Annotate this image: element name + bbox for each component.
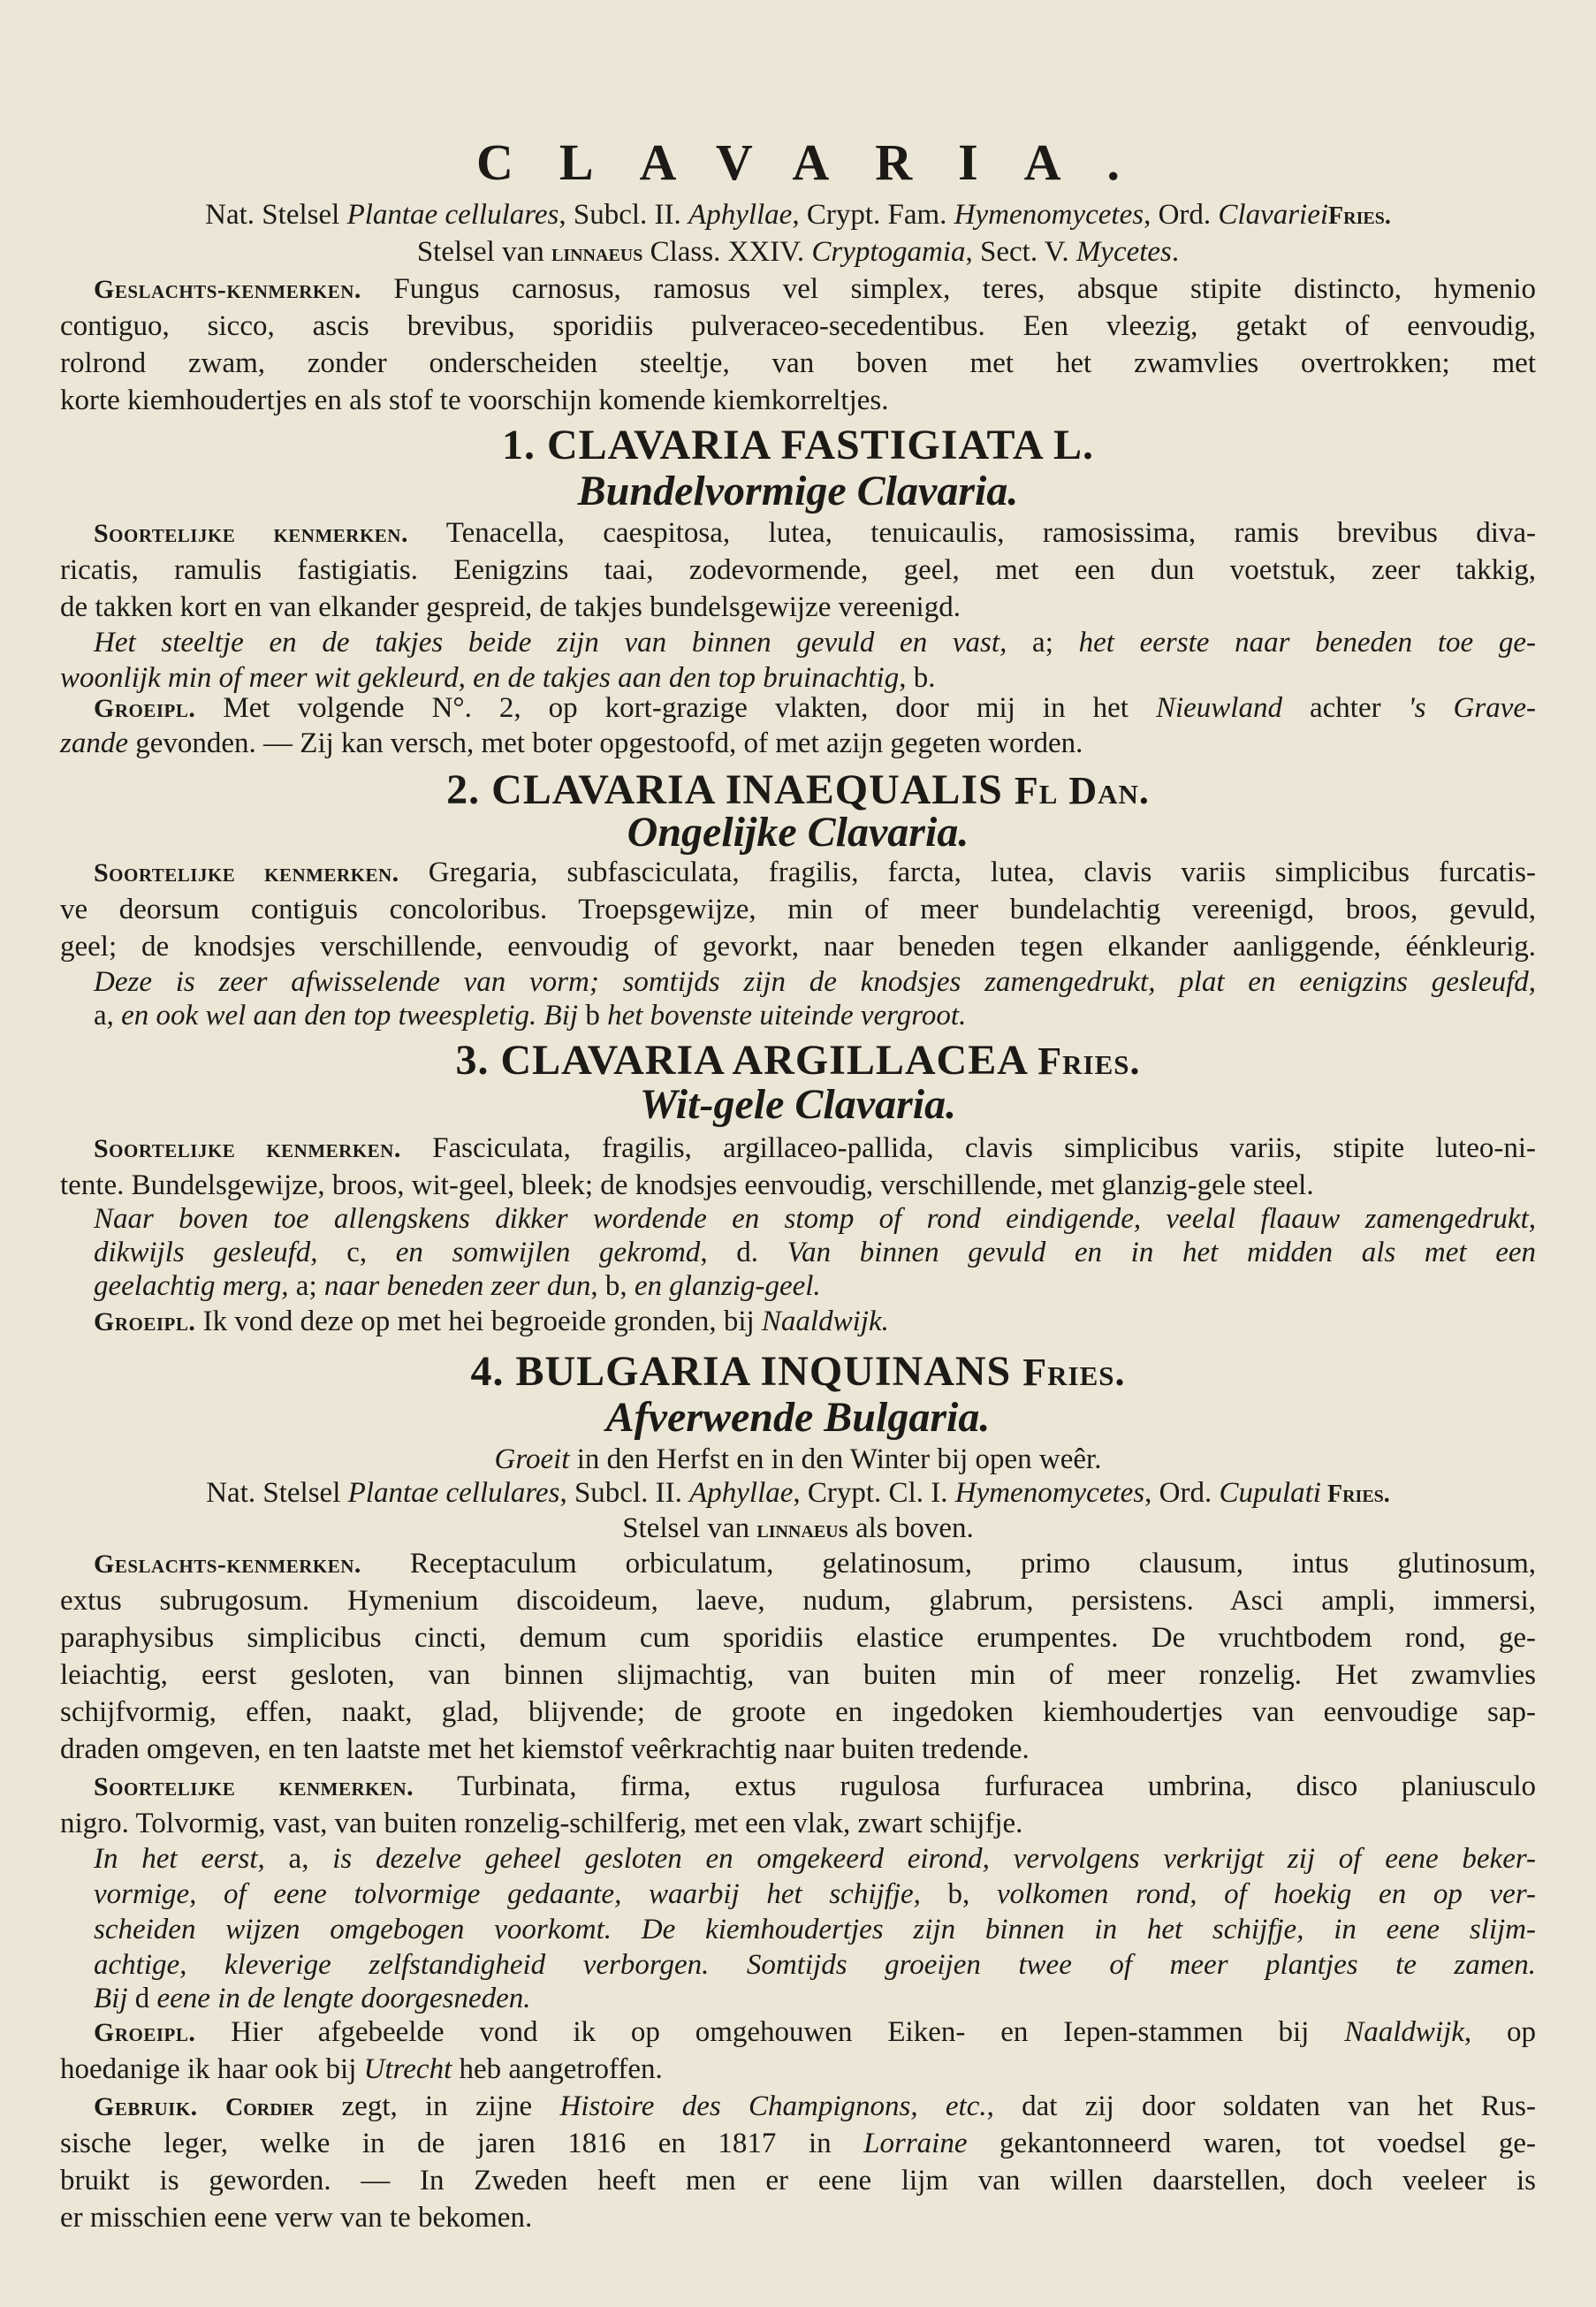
species-2-dutch-name: Ongelijke Clavaria. [627, 809, 969, 856]
species-4-use-line-4: er misschien eene verw van te bekomen. [60, 2202, 533, 2234]
species-3-characters-line: tente. Bundelsgewijze, broos, wit-geel, bleek; de knodsjes eenvoudig, verschillende, met glanzig-gele steel. [60, 1169, 1314, 1201]
species-3-habitat: Groeipl. Ik vond deze op met hei begroeide gronden, bij Naaldwijk. [94, 1306, 889, 1337]
species-4-use-line-3: bruikt is geworden. — In Zweden heeft men er eene lijm van willen daarstellen, doch veeleer is [60, 2165, 1536, 2197]
species-4-system-line-1: Nat. Stelsel Plantae cellulares, Subcl. II. Aphyllae, Crypt. Cl. I. Hymenomycetes, Ord. Cupulati Fries. [206, 1477, 1390, 1509]
species-1-habitat-line-2: zande gevonden. — Zij kan versch, met boter opgestoofd, of met azijn gegeten worden. [60, 727, 1083, 759]
species-4-dutch-name: Afverwende Bulgaria. [605, 1394, 991, 1441]
species-1-characters-line-1: Soortelijke kenmerken. Tenacella, caespitosa, lutea, tenuicaulis, ramosissima, ramis brevibus diva- [94, 517, 1536, 549]
species-1-habitat-line-1: Groeipl. Met volgende N°. 2, op kort-grazige vlakten, door mij in het Nieuwland achter 's Grave- [94, 692, 1536, 724]
system-line-2: Stelsel van linnaeus Class. XXIV. Cryptogamia, Sect. V. Mycetes. [416, 236, 1180, 268]
species-3-note-line-1: Naar boven toe allengskens dikker wordende en stomp of rond eindigende, veelal flaauw zamengedrukt, [94, 1203, 1536, 1235]
species-4-habitat-line-2: hoedanige ik haar ook bij Utrecht heb aangetroffen. [60, 2053, 663, 2085]
species-3-note-line-2: dikwijls gesleufd, c, en somwijlen gekromd, d. Van binnen gevuld en in het midden als met een [94, 1237, 1537, 1268]
species-3-characters-line-1: Soortelijke kenmerken. Fasciculata, fragilis, argillaceo-pallida, clavis simplicibus variis, stipite luteo-ni- [94, 1132, 1537, 1164]
species-4-season: Groeit in den Herfst en in den Winter bij open weêr. [494, 1443, 1102, 1475]
system-line-1: Nat. Stelsel Plantae cellulares, Subcl. II. Aphyllae, Crypt. Fam. Hymenomycetes, Ord. ClavarieiFries. [205, 199, 1391, 231]
species-4-note-line-2: vormige, of eene tolvormige gedaante, waarbij het schijfje, b, volkomen rond, of hoekig en op ver- [94, 1878, 1536, 1910]
species-4-note-line-4: achtige, kleverige zelfstandigheid verborgen. Somtijds groeijen twee of meer plantjes te zamen. [94, 1949, 1536, 1981]
species-2-characters-line: geel; de knodsjes verschillende, eenvoudig of gevorkt, naar beneden tegen elkander aanliggende, éénkleurig. [60, 931, 1536, 963]
species-4-note-line-1: In het eerst, a, is dezelve geheel gesloten en omgekeerd eirond, vervolgens verkrijgt zij of eene beker- [94, 1843, 1537, 1875]
species-4-genus-line: paraphysibus simplicibus cincti, demum cum sporidiis elastice erumpentes. De vruchtbodem rond, ge- [60, 1622, 1536, 1654]
species-1-note-line-1: Het steeltje en de takjes beide zijn van binnen gevuld en vast, a; het eerste naar beneden toe ge- [94, 627, 1536, 659]
species-4-habitat-line-1: Groeipl. Hier afgebeelde vond ik op omgehouwen Eiken- en Iepen-stammen bij Naaldwijk, op [94, 2016, 1537, 2048]
species-3-dutch-name: Wit-gele Clavaria. [639, 1081, 957, 1128]
genus-characters-line: rolrond zwam, zonder onderscheiden steeltje, van boven met het zwamvlies overtrokken; met [60, 347, 1536, 379]
genus-characters-line-1: Geslachts-kenmerken. Fungus carnosus, ramosus vel simplex, teres, absque stipite distincto, hymenio [94, 273, 1537, 305]
species-2-note-line-2: a, en ook wel aan den top tweespletig. Bij b het bovenste uiteinde vergroot. [94, 1000, 967, 1032]
species-4-characters-line-1: Soortelijke kenmerken. Turbinata, firma, extus rugulosa furfuracea umbrina, disco planiusculo [94, 1770, 1536, 1802]
species-2-heading: 2. CLAVARIA INAEQUALIS Fl Dan. [446, 766, 1150, 813]
species-4-note-line-5: Bij d eene in de lengte doorgesneden. [94, 1983, 531, 2014]
genus-characters-line: korte kiemhoudertjes en als stof te voorschijn komende kiemkorreltjes. [60, 384, 889, 416]
species-1-characters-line: de takken kort en van elkander gespreid, de takjes bundelsgewijze vereenigd. [60, 591, 961, 623]
species-1-characters-line: ricatis, ramulis fastigiatis. Eenigzins taai, zodevormende, geel, met een dun voetstuk, zeer takkig, [60, 554, 1536, 586]
species-2-characters-line-1: Soortelijke kenmerken. Gregaria, subfasciculata, fragilis, farcta, lutea, clavis variis simplicibus furcatis- [94, 857, 1537, 888]
species-4-genus-line: leiachtig, eerst gesloten, van binnen slijmachtig, van buiten min of meer ronzelig. Het zwamvlies [60, 1659, 1536, 1691]
species-4-system-line-2: Stelsel van linnaeus als boven. [622, 1512, 974, 1544]
species-4-genus-line: extus subrugosum. Hymenium discoideum, laeve, nudum, glabrum, persistens. Asci ampli, immersi, [60, 1585, 1536, 1617]
species-1-heading: 1. CLAVARIA FASTIGIATA L. [501, 422, 1095, 468]
species-4-use-line-2: sische leger, welke in de jaren 1816 en 1817 in Lorraine gekantonneerd waren, tot voedsel ge- [60, 2128, 1537, 2159]
species-2-note-line-1: Deze is zeer afwisselende van vorm; somtijds zijn de knodsjes zamengedrukt, plat en eenigzins gesleufd, [94, 966, 1536, 998]
species-4-heading: 4. BULGARIA INQUINANS Fries. [470, 1348, 1126, 1395]
species-3-note-line-3: geelachtig merg, a; naar beneden zeer dun, b, en glanzig-geel. [94, 1270, 821, 1302]
species-3-heading: 3. CLAVARIA ARGILLACEA Fries. [455, 1037, 1141, 1084]
species-4-use-line-1: Gebruik. Cordier zegt, in zijne Histoire des Champignons, etc., dat zij door soldaten van het Rus- [94, 2090, 1537, 2122]
genus-characters-line: contiguo, sicco, ascis brevibus, sporidiis pulveraceo-secedentibus. Een vleezig, getakt of eenvoudig, [60, 310, 1536, 342]
species-4-note-line-3: scheiden wijzen omgebogen voorkomt. De kiemhoudertjes zijn binnen in het schijfje, in eene slijm- [94, 1914, 1536, 1945]
species-1-dutch-name: Bundelvormige Clavaria. [577, 468, 1019, 514]
species-4-genus-line: draden omgeven, en ten laatste met het kiemstof veêrkrachtig naar buiten tredende. [60, 1733, 1030, 1765]
species-4-genus-line: schijfvormig, effen, naakt, glad, blijvende; de groote en ingedoken kiemhoudertjes van eenvoudige sap- [60, 1696, 1536, 1728]
species-4-genus-line-1: Geslachts-kenmerken. Receptaculum orbiculatum, gelatinosum, primo clausum, intus glutinosum, [94, 1548, 1536, 1580]
species-1-note-line-2: woonlijk min of meer wit gekleurd, en de takjes aan den top bruinachtig, b. [60, 662, 936, 694]
genus-title: CLAVARIA. [475, 133, 1167, 191]
species-4-characters-line: nigro. Tolvormig, vast, van buiten ronzelig-schilferig, met een vlak, zwart schijfje. [60, 1808, 1023, 1839]
species-2-characters-line: ve deorsum contiguis concoloribus. Troepsgewijze, min of meer bundelachtig vereenigd, broos, gevuld, [60, 894, 1536, 925]
